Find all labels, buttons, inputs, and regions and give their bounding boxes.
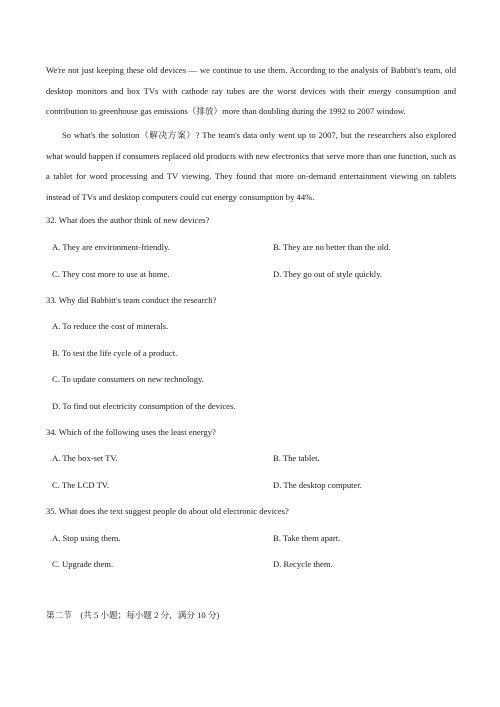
question-35-stem: 35. What does the text suggest people do about old electronic devices? xyxy=(46,506,289,516)
q33-option-b: B. To test the life cycle of a product. xyxy=(52,348,178,358)
q34-option-c: C. The LCD TV. xyxy=(52,480,110,490)
question-32-stem: 32. What does the author think of new devices? xyxy=(46,215,210,225)
q33-option-c: C. To update consumers on new technology. xyxy=(52,374,204,384)
q34-option-b: B. The tablet. xyxy=(273,453,320,463)
q35-option-b: B. Take them apart. xyxy=(273,533,341,543)
section-header: 第二节 (共 5 小题；每小题 2 分，满分 10 分) xyxy=(46,610,220,620)
q33-option-a: A. To reduce the cost of minerals. xyxy=(52,321,169,331)
q35-option-d: D. Recycle them. xyxy=(273,559,333,569)
q35-option-a: A. Stop using them. xyxy=(52,533,121,543)
question-34-stem: 34. Which of the following uses the least energy? xyxy=(46,427,216,437)
q34-option-a: A. The box-set TV. xyxy=(52,453,118,463)
q35-option-c: C. Upgrade them. xyxy=(52,559,114,569)
q33-option-d: D. To find out electricity consumption of the devices. xyxy=(52,401,236,411)
q32-option-c: C. They cost more to use at home. xyxy=(52,269,170,279)
q32-option-a: A. They are environment-friendly. xyxy=(52,242,170,252)
passage-paragraph-1: We're not just keeping these old devices — we continue to use them. According to the analysis of Babbitt's team, old desktop monitors and box TVs with cathode ray tubes are the worst devices with their energy consumption and contribution to greenhouse gas emissions（排放）more than doubling during the 1992 to 2007 window. xyxy=(46,65,456,117)
q32-option-b: B. They are no better than the old. xyxy=(273,242,391,252)
question-33-stem: 33. Why did Babbitt's team conduct the research? xyxy=(46,295,217,305)
q32-option-d: D. They go out of style quickly. xyxy=(273,269,383,279)
passage-paragraph-2: So what's the solution（解决方案）? The team's data only went up to 2007, but the researchers also explored what would happen if consumers replaced old products with new electronics that serve more than one function, such as a tablet for word processing and TV viewing. They found that more on-demand entertainment viewing on tablets instead of TVs and desktop computers could cut energy consumption by 44%. xyxy=(46,130,456,202)
q34-option-d: D. The desktop computer. xyxy=(273,480,362,490)
